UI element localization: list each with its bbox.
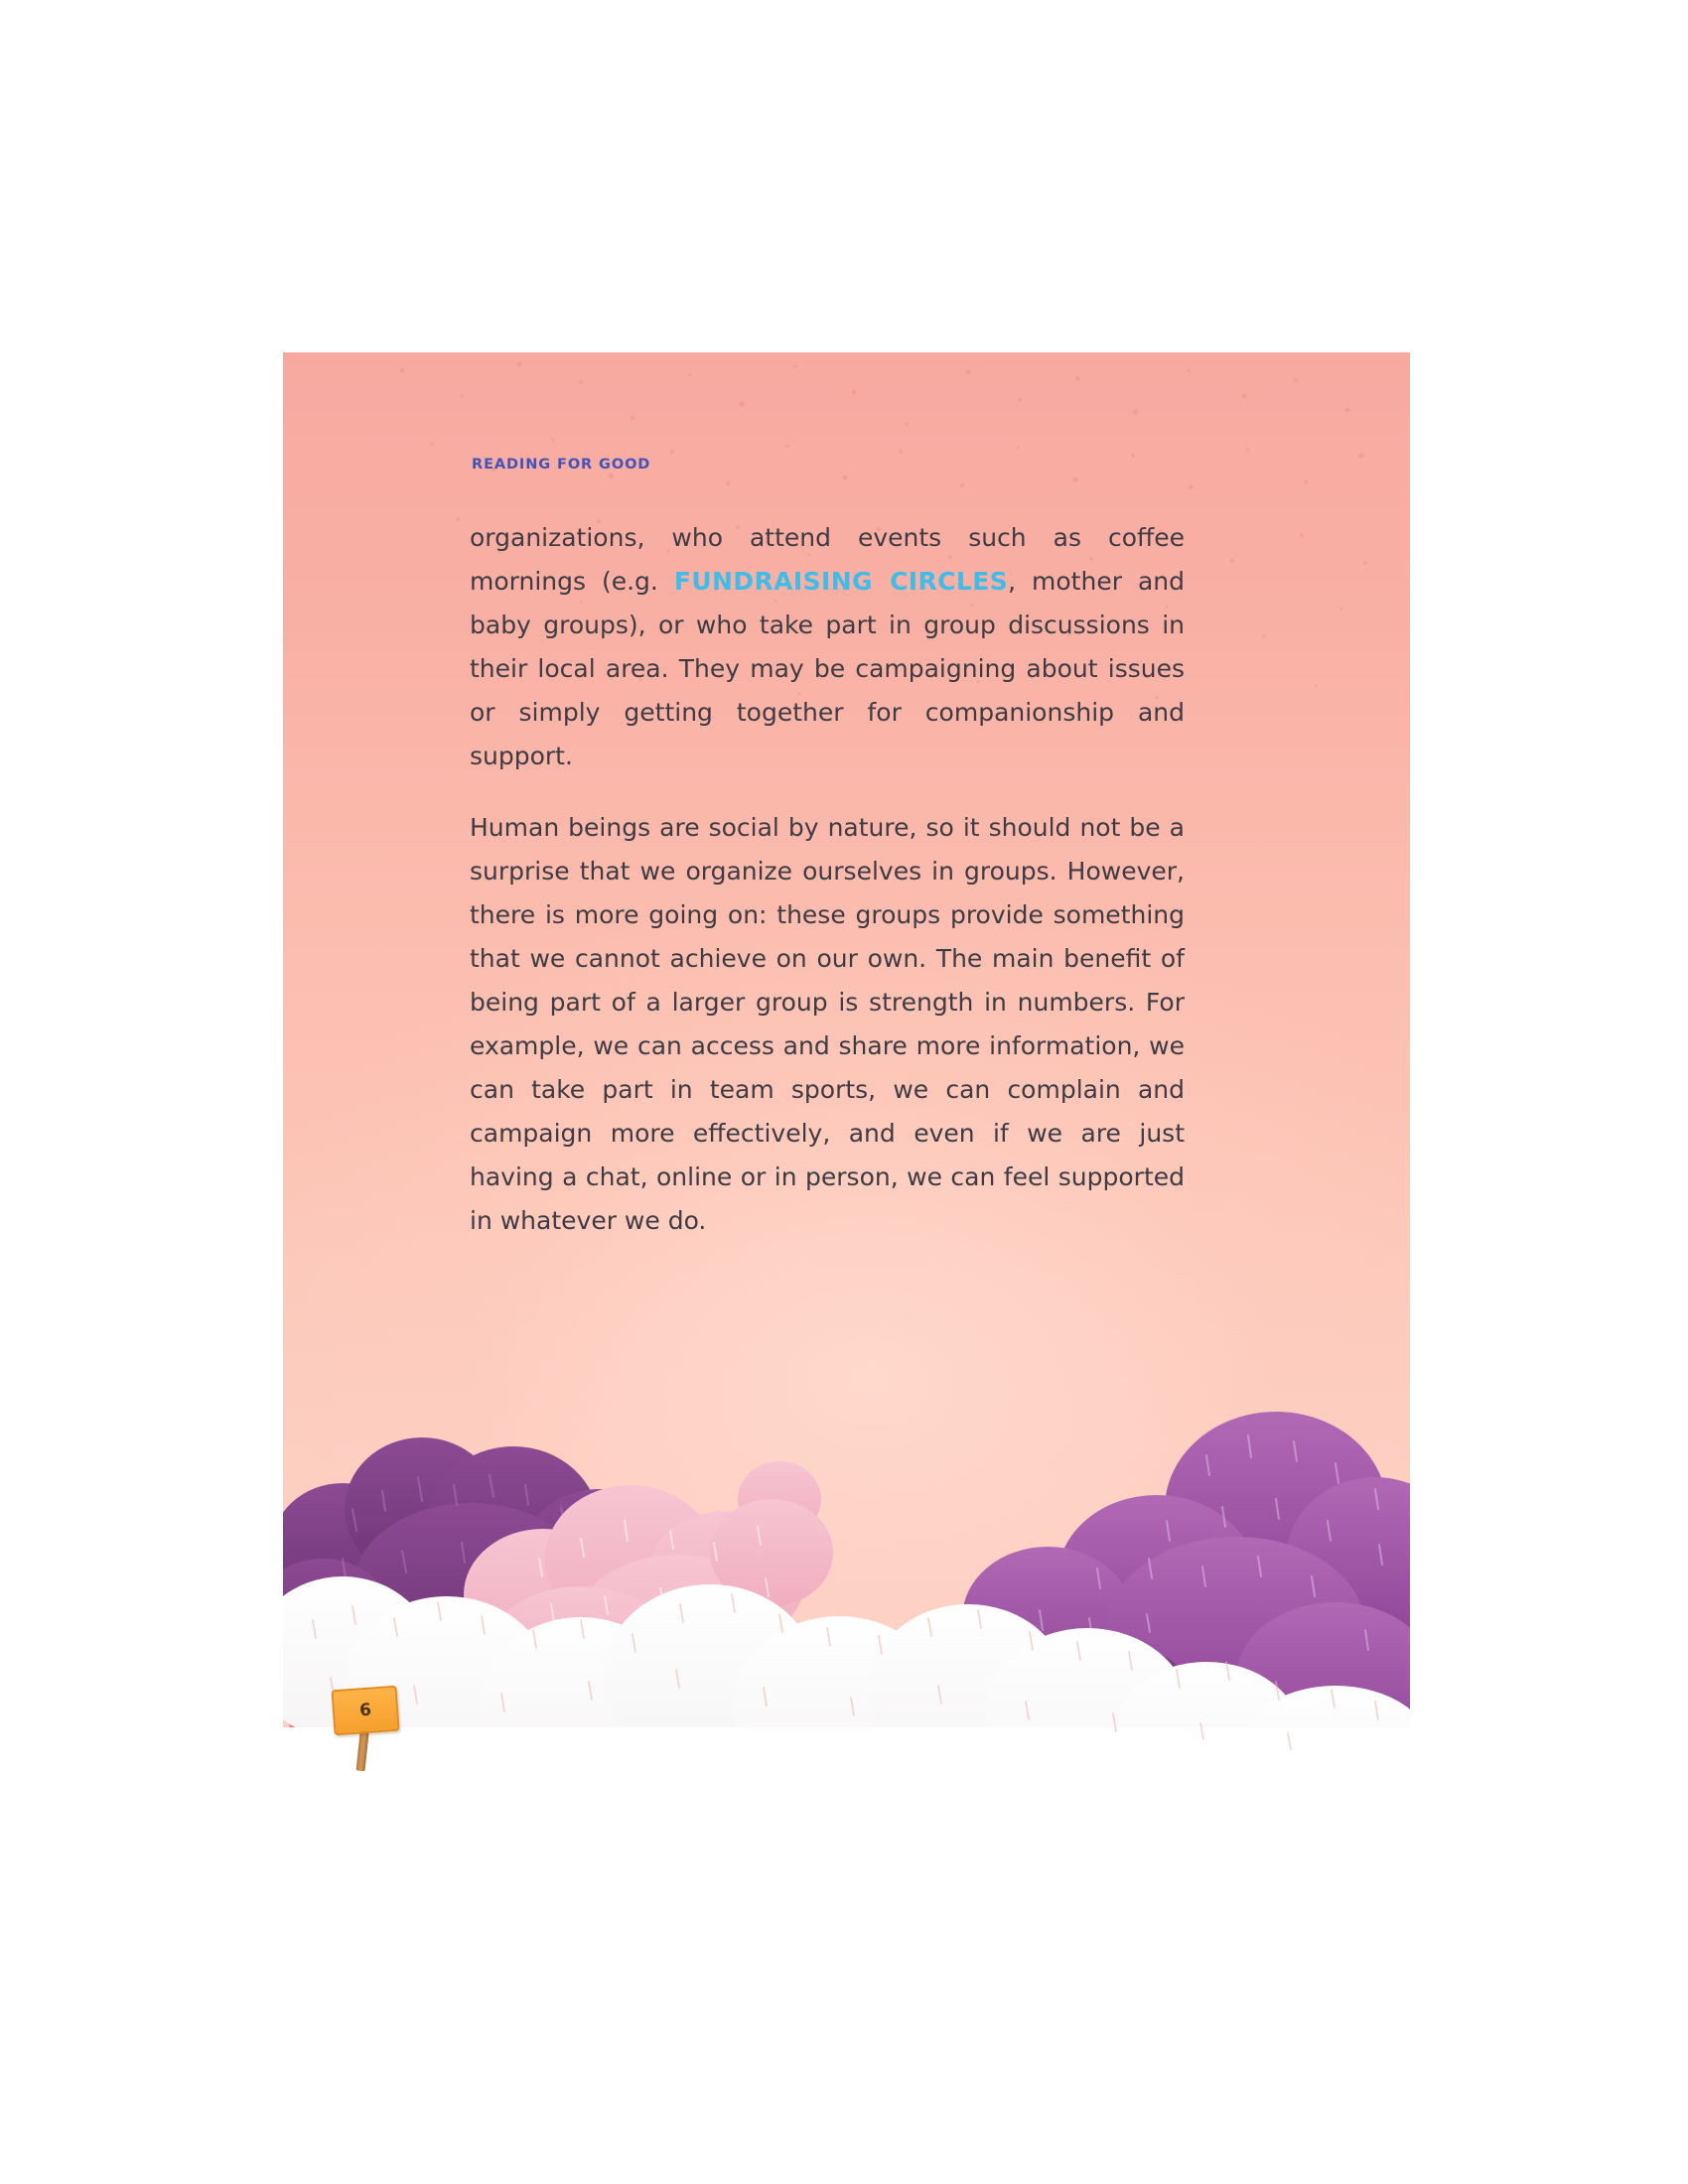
paragraph-2-run-1: Human beings are social by nature, so it should not be a surprise that we organize ourselves in groups. However, there is more going on: these groups provide something that we cannot achieve on our own. The main benefit of being part of a larger group is strength in numbers. For example, we can access and share more information, we can take part in team sports, we can complain and campaign more effectively, and even if we are just having a chat, online or in person, we can feel supported in whatever we do. (470, 813, 1185, 1235)
page-number-board (331, 1686, 399, 1735)
paragraph-2 (470, 806, 1185, 1243)
paragraph-1-run-1: organizations, who attend events such as coffee mornings (e.g. (470, 523, 1185, 596)
paragraph-1 (470, 516, 1185, 778)
paragraph-1-run-3: , mother and baby groups), or who take part in group discussions in their local area. They may be campaigning about issues or simply getting together for companionship and support. (470, 567, 1185, 770)
page-number: 6 (358, 1700, 372, 1721)
fundraising-circles-term: FUNDRAISING CIRCLES (673, 567, 1009, 596)
page-number-signpost (333, 1688, 414, 1779)
book-page (283, 352, 1410, 1817)
running-head: READING FOR GOOD (472, 457, 651, 473)
foliage-illustration (283, 1261, 1410, 1817)
body-text-column (470, 516, 1185, 1243)
